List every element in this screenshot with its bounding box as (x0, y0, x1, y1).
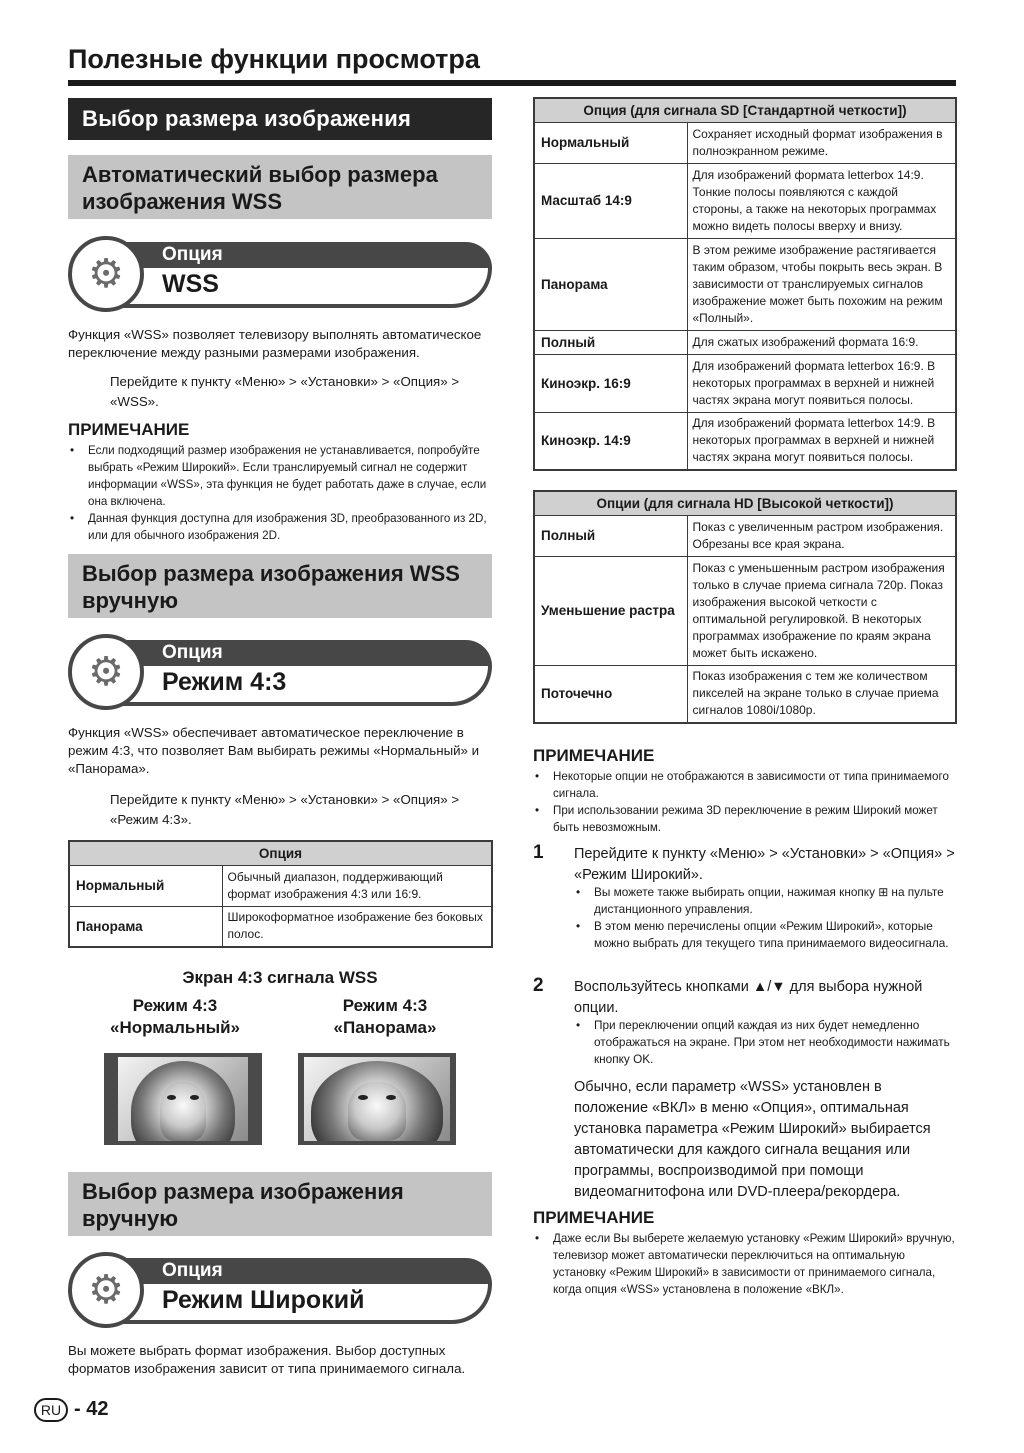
step-1-subitem: • Вы можете также выбирать опции, нажимая кнопку ⊞ на пульте дистанционного управления. (574, 884, 956, 918)
option-banner-wide (68, 1252, 492, 1328)
table-key: Киноэкр. 14:9 (534, 412, 687, 470)
section-heading-main: Выбор размера изображения (68, 98, 492, 140)
table-row (534, 354, 956, 412)
option-banner-top (108, 1258, 492, 1284)
table-row (534, 163, 956, 238)
table-value: Для изображений формата letterbox 14:9. Тонкие полосы появляются с каждой стороны, а также на некоторых программах можно видеть полосы вверху и внизу. (687, 163, 956, 238)
table-row (534, 330, 956, 354)
wide-description: Вы можете выбрать формат изображения. Выбор доступных форматов изображения зависит от типа принимаемого сигнала. (68, 1343, 466, 1376)
table-row (534, 665, 956, 723)
table-row (534, 556, 956, 665)
option-banner-top (108, 242, 492, 268)
table-key: Масштаб 14:9 (534, 163, 687, 238)
step-2-subitem: • При переключении опций каждая из них будет немедленно отображаться на экране. При этом нет необходимости нажимать кнопку OK. (574, 1017, 956, 1068)
subsection-auto-wss: Автоматический выбор размера изображения WSS (68, 155, 492, 219)
option-name-wide: Режим Широкий (162, 1286, 365, 1314)
option-circle (68, 634, 144, 710)
table-row (534, 238, 956, 330)
table-key: Панорама (69, 906, 222, 947)
mode-normal-caption (90, 995, 260, 1039)
option-banner-top (108, 640, 492, 666)
step-1-number: 1 (533, 842, 544, 863)
step-1-sublist (574, 884, 956, 952)
step-1-subitem: • В этом меню перечислены опции «Режим Широкий», которые можно выбрать для текущего типа принимаемого видеосигнала. (574, 918, 956, 952)
note-list-1 (68, 442, 492, 544)
table-header: Опция (69, 841, 492, 865)
table-value: Показ с увеличенным растром изображения. Обрезаны все края экрана. (687, 515, 956, 556)
option-circle (68, 236, 144, 312)
mode-pano-line2: «Панорама» (333, 1018, 437, 1037)
note-heading-1: ПРИМЕЧАНИЕ (68, 420, 190, 439)
note-heading-2: ПРИМЕЧАНИЕ (533, 746, 655, 765)
mode-pano-caption (300, 995, 470, 1039)
option-label: Опция (162, 642, 223, 663)
option-banner-bottom (108, 1284, 492, 1324)
wss-description: Функция «WSS» позволяет телевизору выполнять автоматическое переключение между разными размерами изображения. (68, 327, 482, 360)
table-value: Показ с уменьшенным растром изображения только в случае приема сигнала 720p. Показ изображения высокой четкости с оптимальной регулировкой. В некоторых программах изображение по краям экрана может быть искажено. (687, 556, 956, 665)
table-key: Полный (534, 330, 687, 354)
page-number: - 42 (74, 1398, 109, 1420)
subsection-manual-wss: Выбор размера изображения WSS вручную (68, 554, 492, 618)
mode43-menu-path: Перейдите к пункту «Меню» > «Установки» > «Опция» > «Режим 4:3». (110, 792, 460, 827)
table-row (69, 865, 492, 906)
table-sd (533, 97, 957, 471)
mode-normal-line2: «Нормальный» (109, 1018, 241, 1037)
note-item: • При использовании режима 3D переключение в режим Широкий может быть невозможным. (533, 802, 957, 836)
note-list-3 (533, 1230, 957, 1298)
note-item: • Даже если Вы выберете желаемую установку «Режим Широкий» вручную, телевизор может автоматически переключиться на оптимальную установку «Режим Широкий» в зависимости от принимаемого сигнала, когда опция «WSS» установлена в положение «ВКЛ». (533, 1230, 957, 1298)
step-2-text: Воспользуйтесь кнопками ▲/▼ для выбора нужной опции. (574, 979, 923, 1016)
option-banner-bottom (108, 666, 492, 706)
option-banner-bottom (108, 268, 492, 308)
mode43-description: Функция «WSS» обеспечивает автоматическое переключение в режим 4:3, что позволяет Вам выбирать режимы «Нормальный» и «Панорама». (68, 725, 480, 776)
option-banner-wss (68, 236, 492, 312)
option-label: Опция (162, 244, 223, 265)
table-row (534, 412, 956, 470)
option-label: Опция (162, 1260, 223, 1281)
gear-icon: ⚙ (88, 650, 124, 694)
step-1-text: Перейдите к пункту «Меню» > «Установки» > «Опция» > «Режим Широкий». (574, 846, 955, 883)
table-key: Полный (534, 515, 687, 556)
table-mode43 (68, 840, 493, 948)
note-heading-3: ПРИМЕЧАНИЕ (533, 1208, 655, 1227)
step-2-sublist (574, 1017, 956, 1068)
table-key: Нормальный (534, 122, 687, 163)
option-name-wss: WSS (162, 270, 219, 298)
wss-menu-path: Перейдите к пункту «Меню» > «Установки» > «Опция» > «WSS». (110, 374, 460, 409)
lion-image-normal (104, 1053, 262, 1145)
table-value: Широкоформатное изображение без боковых полос. (222, 906, 492, 947)
language-badge: RU (34, 1398, 68, 1422)
subsection-manual: Выбор размера изображения вручную (68, 1172, 492, 1236)
table-hd (533, 490, 957, 724)
lion-image-panorama (298, 1053, 456, 1145)
wss-auto-paragraph: Обычно, если параметр «WSS» установлен в положение «ВКЛ» в меню «Опция», оптимальная установка параметра «Режим Широкий» выбирается автоматически для каждого сигнала вещания или программы, воспроизводимой при помощи видеомагнитофона или DVD-плеера/рекордера. (574, 1079, 931, 1200)
table-value: Обычный диапазон, поддерживающий формат изображения 4:3 или 16:9. (222, 865, 492, 906)
table-value: Для сжатых изображений формата 16:9. (687, 330, 956, 354)
table-row (534, 515, 956, 556)
table-key: Нормальный (69, 865, 222, 906)
table-key: Киноэкр. 16:9 (534, 354, 687, 412)
note-item: • Данная функция доступна для изображения 3D, преобразованного из 2D, или для обычного изображения 2D. (68, 510, 492, 544)
table-key: Уменьшение растра (534, 556, 687, 665)
table-row (69, 906, 492, 947)
title-rule (68, 80, 956, 86)
table-row (534, 122, 956, 163)
option-circle (68, 1252, 144, 1328)
note-list-2 (533, 768, 957, 836)
mode-pano-line1: Режим 4:3 (342, 996, 428, 1015)
table-value: Сохраняет исходный формат изображения в полноэкранном режиме. (687, 122, 956, 163)
table-value: Для изображений формата letterbox 16:9. В некоторых программах в верхней и нижней частях экрана могут появиться полосы. (687, 354, 956, 412)
table-header: Опция (для сигнала SD [Стандартной четкости]) (534, 98, 956, 122)
table-key: Поточечно (534, 665, 687, 723)
mode-normal-line1: Режим 4:3 (132, 996, 218, 1015)
note-item: • Некоторые опции не отображаются в зависимости от типа принимаемого сигнала. (533, 768, 957, 802)
step-2-number: 2 (533, 975, 544, 996)
note-item: • Если подходящий размер изображения не устанавливается, попробуйте выбрать «Режим Широкий». Если транслируемый сигнал не содержит информации «WSS», эта функция не будет работать даже в случае, если она включена. (68, 442, 492, 510)
option-name-43: Режим 4:3 (162, 668, 287, 696)
gear-icon: ⚙ (88, 1268, 124, 1312)
table-key: Панорама (534, 238, 687, 330)
table-value: В этом режиме изображение растягивается таким образом, чтобы покрыть весь экран. В зависимости от транслируемых сигналов изображение может быть похожим на режим «Полный». (687, 238, 956, 330)
table-header: Опции (для сигнала HD [Высокой четкости]) (534, 491, 956, 515)
gear-icon: ⚙ (88, 252, 124, 296)
page-title: Полезные функции просмотра (68, 44, 480, 74)
screen-caption: Экран 4:3 сигнала WSS (182, 968, 378, 987)
table-value: Показ изображения с тем же количеством пикселей на экране только в случае приема сигналов 1080i/1080p. (687, 665, 956, 723)
option-banner-43 (68, 634, 492, 710)
table-value: Для изображений формата letterbox 14:9. В некоторых программах в верхней и нижней частях экрана могут появиться полосы. (687, 412, 956, 470)
